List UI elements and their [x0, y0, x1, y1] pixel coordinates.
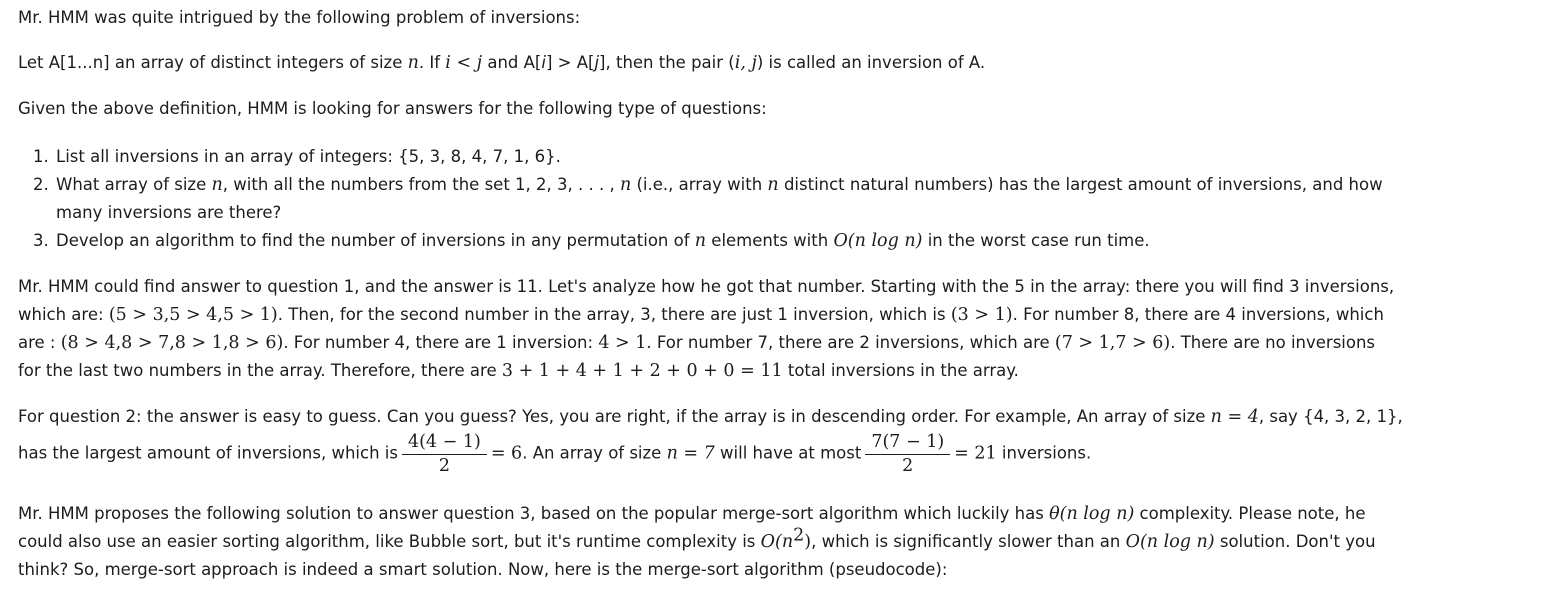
question-2-number: 2.: [33, 175, 49, 194]
question-3-text: Develop an algorithm to find the number of inversions in any permutation of n elements with O(n log n) in the worst case run time.: [56, 231, 1150, 251]
question-2-text: What array of size n, with all the numbers from the set 1, 2, 3, . . . , n (i.e., array with n distinct natural numbers) has the largest amount of inversions, and how: [56, 175, 1383, 195]
definition-paragraph: Let A[1...n] an array of distinct integers of size n. If i < j and A[i] > A[j], then the pair (i, j) is called an inversion of A.: [18, 53, 986, 73]
fraction-4: $\frac{4(4 - 1)}{2}$: [402, 432, 487, 476]
given-paragraph: Given the above definition, HMM is looking for answers for the following type of questions:: [18, 99, 767, 118]
question-1-text: List all inversions in an array of integers: {5, 3, 8, 4, 7, 1, 6}.: [56, 147, 561, 166]
question-2-continuation: many inversions are there?: [56, 203, 282, 222]
proposal-line-1: Mr. HMM proposes the following solution to answer question 3, based on the popular merge-sort algorithm which luckily has θ(n log n) complexity. Please note, he: [18, 504, 1366, 524]
analysis-line-1: Mr. HMM could find answer to question 1, and the answer is 11. Let's analyze how he got that number. Starting with the 5 in the array: there you will find 3 inversions,: [18, 277, 1395, 296]
question-1-number: 1.: [33, 147, 49, 166]
q2-answer-line-2: has the largest amount of inversions, which is $\frac{4(4 - 1)}{2}$ = 6. An array of size n = 7 will have at most $\frac{7(7 - 1)}{2}$ = 21 inversions.: [18, 432, 1092, 476]
proposal-line-3: think? So, merge-sort approach is indeed a smart solution. Now, here is the merge-sort algorithm (pseudocode):: [18, 560, 948, 579]
question-3-number: 3.: [33, 231, 49, 250]
analysis-line-3: are : (8 > 4,8 > 7,8 > 1,8 > 6). For number 4, there are 1 inversion: 4 > 1. For number 7, there are 2 inversions, which are (7 > 1,7 > 6). There are no inversions: [18, 333, 1376, 353]
intro-paragraph: Mr. HMM was quite intrigued by the following problem of inversions:: [18, 8, 581, 27]
fraction-7: $\frac{7(7 - 1)}{2}$: [865, 432, 950, 476]
proposal-line-2: could also use an easier sorting algorithm, like Bubble sort, but it's runtime complexity is $O(n^2)$, which is significantly slower than an O(n log n) solution. Don't you: [18, 525, 1376, 552]
analysis-line-2: which are: (5 > 3,5 > 4,5 > 1). Then, for the second number in the array, 3, there are just 1 inversion, which is (3 > 1). For number 8, there are 4 inversions, which: [18, 305, 1384, 325]
q2-answer-line-1: For question 2: the answer is easy to guess. Can you guess? Yes, you are right, if the array is in descending order. For example, An array of size n = 4, say {4, 3, 2, 1},: [18, 407, 1403, 427]
analysis-line-4: for the last two numbers in the array. Therefore, there are 3 + 1 + 4 + 1 + 2 + 0 + 0 = 11 total inversions in the array.: [18, 361, 1019, 381]
